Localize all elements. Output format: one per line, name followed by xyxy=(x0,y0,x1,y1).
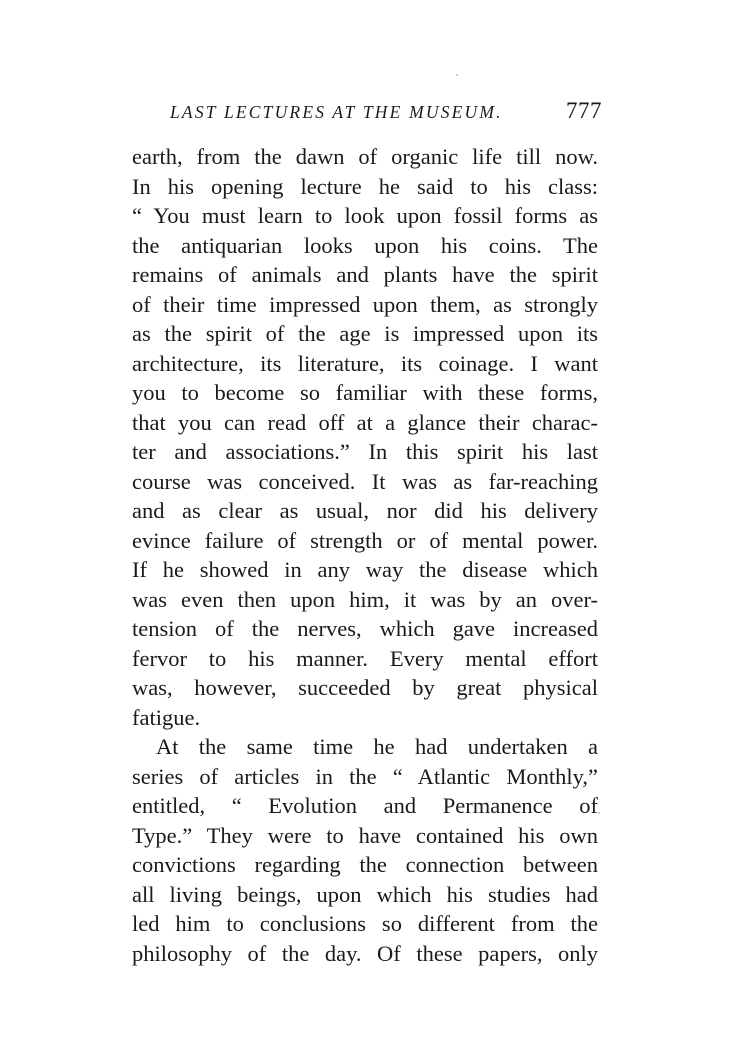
text-line: was, however, succeeded by great physical xyxy=(132,675,598,700)
text-line: convictions regarding the connection between xyxy=(132,852,598,877)
running-head xyxy=(170,98,602,132)
text-line: architecture, its literature, its coinage. I want xyxy=(132,350,598,376)
text-line: series of articles in the “ Atlantic Monthly,” xyxy=(132,763,598,789)
text-line: and as clear as usual, nor did his delivery xyxy=(132,498,598,523)
text-line: was even then upon him, it was by an over- xyxy=(132,586,598,612)
text-line: course was conceived. It was as far-reaching xyxy=(132,468,598,494)
text-line: At the same time he had undertaken a xyxy=(156,734,598,759)
page-number: 777 xyxy=(566,98,602,123)
text-line: evince failure of strength or of mental power. xyxy=(132,527,598,553)
text-line: led him to conclusions so different from the xyxy=(132,911,598,936)
text-line: earth, from the dawn of organic life till now. xyxy=(132,144,598,169)
text-line: all living beings, upon which his studies had xyxy=(132,881,598,907)
paper-speck xyxy=(456,74,458,76)
text-line: of their time impressed upon them, as strongly xyxy=(132,291,598,317)
text-line: as the spirit of the age is impressed upon its xyxy=(132,321,598,346)
text-line: entitled, “ Evolution and Permanence of xyxy=(132,793,598,818)
text-line: fervor to his manner. Every mental effort xyxy=(132,645,598,671)
text-line: philosophy of the day. Of these papers, only xyxy=(132,940,598,966)
text-line: ter and associations.” In this spirit his last xyxy=(132,439,598,464)
text-line: Type.” They were to have contained his own xyxy=(132,822,598,848)
text-line: “ You must learn to look upon fossil forms as xyxy=(132,203,598,228)
text-line: If he showed in any way the disease which xyxy=(132,557,598,582)
paper-speck xyxy=(598,812,600,814)
paragraph-1 xyxy=(132,142,598,732)
text-line: tension of the nerves, which gave increased xyxy=(132,616,598,641)
text-line: fatigue. xyxy=(132,704,201,730)
running-title: LAST LECTURES AT THE MUSEUM. xyxy=(170,102,503,122)
text-line: that you can read off at a glance their charac- xyxy=(132,409,598,435)
text-line: the antiquarian looks upon his coins. The xyxy=(132,232,598,258)
text-line: you to become so familiar with these forms, xyxy=(132,380,598,405)
text-line: In his opening lecture he said to his class: xyxy=(132,173,598,199)
body-text xyxy=(132,142,598,968)
paragraph-2 xyxy=(132,732,598,968)
text-line: remains of animals and plants have the spirit xyxy=(132,262,598,287)
